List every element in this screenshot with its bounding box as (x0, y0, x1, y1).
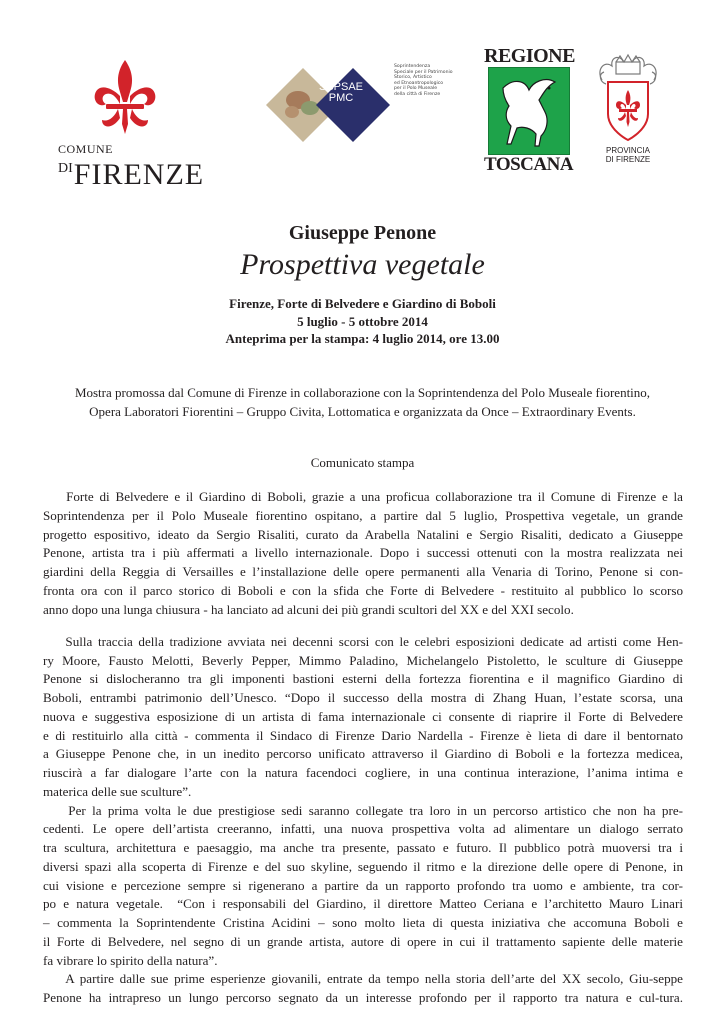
press-release-body (43, 488, 683, 1008)
exhibition-venue: Firenze, Forte di Belvedere e Giardino di Boboli (229, 296, 496, 311)
body-line: giardini della Reggia di Versailles e l’installazione delle opere permanenti alla Venaria di Torino, Penone si con- (43, 564, 683, 579)
pegasus-emblem (488, 67, 570, 155)
sspsae-pmc-logo (258, 60, 458, 150)
body-line: – commenta la Soprintendente Cristina Acidini – sono molto lieta di questa iniziativa che accomuna Boboli e (43, 915, 683, 930)
body-line: tra scultura, architettura e paesaggio, ma anche tra presente, passato e futuro. Il pubblico potrà muoversi tra i (43, 840, 683, 855)
sspsae-caption-line: Speciale per il Patrimonio (394, 69, 453, 75)
promoters-paragraph (30, 383, 695, 421)
body-line: Penone, artista tra i più affermati a livello internazionale. Dopo i successi ottenuti con la mostra realizzata nei (43, 545, 683, 561)
body-line: diversi spazi alla scoperta di Firenze e del suo skyline, seguendo il ritmo e la direzione delle opere di Penone, in (43, 858, 683, 874)
body-line: Per la prima volta le due prestigiose sedi saranno collegate tra loro in un percorso artistico che non ha pre- (43, 802, 683, 818)
sspsae-mark-line1: SSPSAE (318, 81, 364, 93)
intro-line: Mostra promossa dal Comune di Firenze in collaborazione con la Soprintendenza del Polo Museale fiorentino, (74, 385, 651, 400)
sspsae-caption (394, 64, 464, 98)
body-line: cui visione e percezione sempre si rigenerano a partire da un rapporto profondo tra uomo e ambiente, tra cor- (43, 877, 683, 893)
provincia-line1: PROVINCIA (605, 146, 650, 155)
sspsae-caption-line: per il Polo Museale (394, 86, 438, 92)
firenze-label (58, 154, 204, 190)
exhibition-info (0, 295, 725, 348)
body-line: nuova e suggestiva esposizione di un artista di fama internazionale ci consente di riaprire il Forte di Belvedere (43, 708, 683, 724)
body-line: Boboli, entrambi patrimonio dell’Unesco. “Dopo il successo della mostra di Zhang Huan, l’estate scorsa, una (43, 690, 683, 705)
comune-label: COMUNE (58, 142, 114, 156)
sspsae-caption-line: Soprintendenza (394, 64, 431, 69)
sspsae-caption-line: ed Etnoantropologico (394, 80, 444, 86)
paragraph-3 (43, 802, 683, 971)
body-line: Penone si dislocheranno tra gli imponenti bastioni esterni della fortezza fiorentina e il magnifico Giardino di (43, 671, 683, 687)
provincia-line2: DI FIRENZE (605, 155, 651, 164)
provincia-label (592, 146, 664, 164)
body-line: anno dopo una lunga chiusura - ha lanciato ad alcuni dei più grandi scultori del XX e del XXI secolo. (43, 601, 574, 617)
provincia-di-firenze-logo (592, 52, 668, 167)
body-line: progetto espositivo, ideato da Sergio Risaliti, curato da Arabella Natalini e Sergio Risaliti, dedicato a Giuseppe (43, 526, 683, 542)
exhibition-title: Prospettiva vegetale (240, 248, 485, 281)
fleur-de-lis-icon (92, 58, 158, 138)
intro-line: Opera Laboratori Fiorentini – Gruppo Civita, Lottomatica e organizzata da Once – Extraordinary Events. (89, 404, 636, 419)
artist-name: Giuseppe Penone (288, 222, 437, 244)
body-line: materica delle sue sculture”. (43, 783, 192, 799)
sspsae-caption-line: della città di Firenze (394, 91, 441, 97)
firenze-word: FIRENZE (73, 158, 205, 191)
body-line: ry Moore, Fausto Melotti, Beverly Pepper, Mimmo Paladino, Michelangelo Pistoletto, le sculture di Giuseppe (43, 652, 683, 668)
sspsae-caption-line: Storico, Artistico (394, 75, 432, 81)
regione-toscana-logo (484, 45, 574, 175)
section-label: Comunicato stampa (310, 455, 415, 470)
paragraph-4 (43, 970, 683, 1008)
body-line: po e natura vegetale. “Con i responsabili del Giardino, il direttore Matteo Ceriana e l’architetto Mauro Linari (43, 896, 683, 912)
di-label: DI (58, 161, 73, 176)
regione-label: REGIONE (484, 45, 575, 67)
body-line: a Giuseppe Penone che, in un inedito percorso unificato attraverso il Giardino di Boboli e la fortezza medicea, (43, 746, 683, 762)
body-line: Forte di Belvedere e il Giardino di Boboli, grazie a una proficua collaborazione tra il Comune di Firenze e la (43, 489, 683, 504)
body-line: fronta ora con il parco storico di Boboli e con la sfida che Forte di Belvedere - restituito al pubblico lo scorso (43, 582, 683, 598)
toscana-label: TOSCANA (484, 154, 574, 175)
body-line: cedenti. Le opere dell’artista creeranno, infatti, una nuova prospettiva volta ad alimentare un dialogo serrato (43, 821, 683, 837)
comune-di-firenze-logo (40, 58, 210, 191)
body-line: riuscirà a far dialogare l’arte con la natura facendoci cogliere, in una continua interazione, l’anima intima e (43, 765, 683, 780)
provincia-crest-icon (592, 52, 664, 144)
sspsae-mark (316, 82, 366, 104)
body-line: fa vibrare lo spirito della natura”. (43, 952, 218, 968)
exhibition-dates: 5 luglio - 5 ottobre 2014 (297, 313, 428, 329)
body-line: Sulla traccia della tradizione avviata nei decenni scorsi con le celebri esposizioni dedicate ad artisti come Hen- (43, 633, 683, 649)
pegasus-icon (489, 68, 569, 154)
body-line: e di restituirlo alla città - commenta il Sindaco di Firenze Dario Nardella - Firenze è lieta di dare il bentornato (43, 727, 683, 743)
sspsae-diamond-icon (258, 60, 408, 150)
paragraph-2 (43, 633, 683, 802)
paragraph-1 (43, 488, 683, 619)
body-line: il Forte di Belvedere, nel segno di un grande artista, autore di opere in cui il trattamento sapiente delle materie (43, 933, 683, 949)
sspsae-mark-line2: PMC (328, 92, 354, 104)
press-preview: Anteprima per la stampa: 4 luglio 2014, ore 13.00 (225, 331, 500, 346)
body-line: Soprintendenza per il Polo Museale fiorentino ospitano, a partire dal 5 luglio, Prospettiva vegetale, un grande (43, 507, 683, 523)
body-line: Penone ha intrapreso un lungo percorso segnato da un interesse profondo per il rapporto tra natura e cul-tura. (43, 990, 683, 1005)
body-line: A partire dalle sue prime esperienze giovanili, entrate da tempo nella storia dell’arte del XX secolo, Giu-seppe (43, 971, 683, 987)
